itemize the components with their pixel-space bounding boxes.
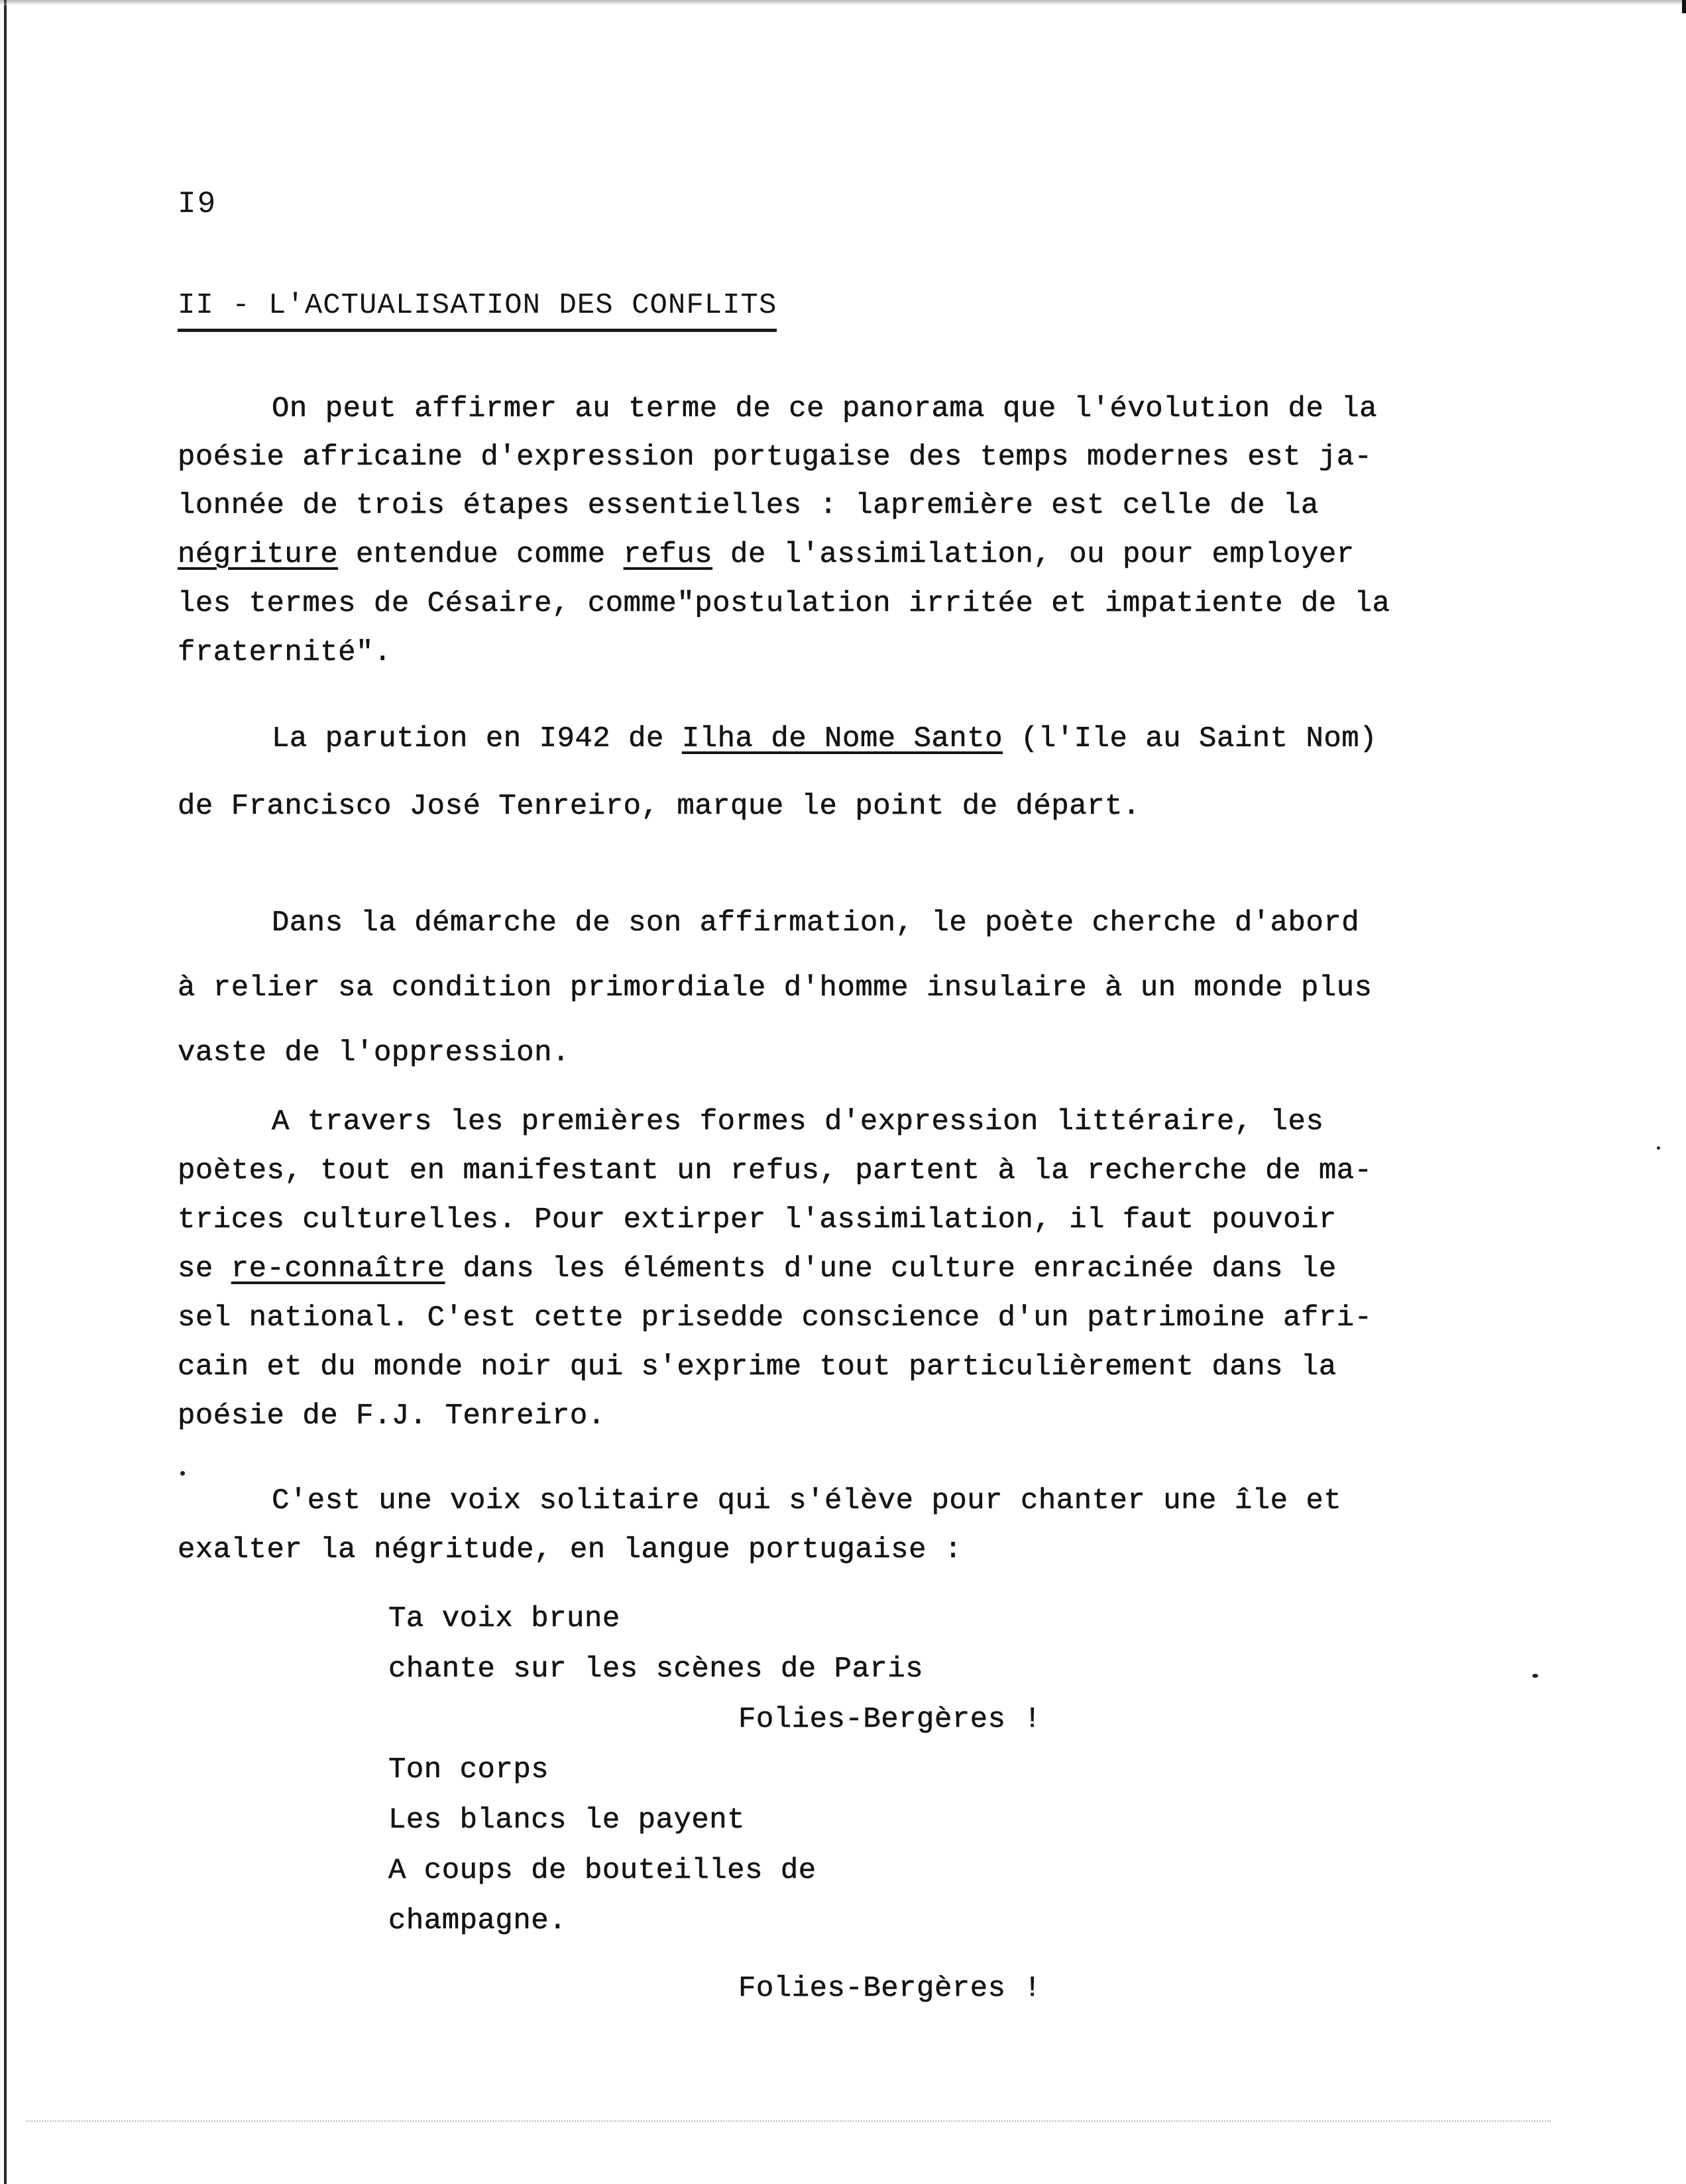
scan-speck — [1657, 1146, 1660, 1150]
paragraph-1-line-2: poésie africaine d'expression portugaise des temps modernes est ja- — [178, 441, 1373, 474]
paragraph-5-line-2: exalter la négritude, en langue portugaise : — [178, 1533, 962, 1566]
scan-speck — [180, 1471, 185, 1476]
poem-line: chante sur les scènes de Paris — [388, 1653, 924, 1686]
paragraph-5-line-1: C'est une voix solitaire qui s'élève pour chanter une île et — [272, 1484, 1342, 1517]
poem-refrain: Folies-Bergères ! — [738, 1972, 1042, 2005]
paragraph-4-line-2: poètes, tout en manifestant un refus, partent à la recherche de ma- — [178, 1154, 1373, 1187]
paragraph-1-line-3: lonnée de trois étapes essentielles : lapremière est celle de la — [178, 489, 1319, 522]
paragraph-2-line-1 — [272, 722, 1377, 755]
paragraph-4-line-1: A travers les premières formes d'expression littéraire, les — [272, 1105, 1324, 1138]
poem-refrain: Folies-Bergères ! — [738, 1703, 1042, 1736]
paragraph-4-line-7: poésie de F.J. Tenreiro. — [178, 1399, 606, 1433]
poem-line: Ton corps — [388, 1753, 549, 1786]
underlined-term-re-connaitre: re-connaître — [231, 1252, 445, 1285]
paragraph-4-line-6: cain et du monde noir qui s'exprime tout particulièrement dans la — [178, 1350, 1337, 1384]
scan-edge-left — [4, 0, 7, 2184]
poem-line: Les blancs le payent — [388, 1804, 746, 1837]
page-bottom-edge — [27, 2120, 1551, 2122]
paragraph-2-line-1-text-b: (l'Ile au Saint Nom) — [1003, 722, 1378, 755]
paragraph-1-line-6: fraternité". — [178, 636, 392, 669]
paragraph-2-line-1-text-a: La parution en I942 de — [272, 722, 682, 755]
page-number: I9 — [178, 187, 217, 221]
paragraph-1-line-1: On peut affirmer au terme de ce panorama que l'évolution de la — [272, 392, 1378, 425]
underlined-term-refus: refus — [623, 538, 713, 571]
paragraph-1-line-4 — [178, 538, 1355, 571]
paragraph-4-line-4-text-b: dans les éléments d'une culture enracinée dans le — [445, 1252, 1337, 1285]
paragraph-4-line-4-text-a: se — [178, 1252, 231, 1285]
paragraph-3-line-1: Dans la démarche de son affirmation, le poète cherche d'abord — [272, 906, 1360, 940]
paragraph-4-line-3: trices culturelles. Pour extirper l'assimilation, il faut pouvoir — [178, 1203, 1337, 1236]
section-heading: II - L'ACTUALISATION DES CONFLITS — [178, 289, 777, 332]
paragraph-3-line-2: à relier sa condition primordiale d'homme insulaire à un monde plus — [178, 971, 1373, 1005]
underlined-term-negriture: négriture — [178, 538, 339, 571]
paragraph-4-line-4 — [178, 1252, 1337, 1285]
scan-speck — [1532, 1674, 1538, 1678]
paragraph-1-line-5: les termes de Césaire, comme"postulation irritée et impatiente de la — [178, 587, 1390, 620]
paragraph-4-line-5: sel national. C'est cette prisedde conscience d'un patrimoine afri- — [178, 1301, 1373, 1335]
poem-line: A coups de bouteilles de — [388, 1854, 816, 1887]
paragraph-1-line-4-text-a: entendue comme — [338, 538, 624, 571]
paragraph-2-line-2: de Francisco José Tenreiro, marque le point de départ. — [178, 790, 1141, 823]
poem-line: champagne. — [388, 1904, 567, 1938]
poem-line: Ta voix brune — [388, 1602, 620, 1635]
book-title-ilha-de-nome-santo: Ilha de Nome Santo — [681, 722, 1003, 755]
scan-edge-right — [1682, 0, 1686, 13]
paragraph-3-line-3: vaste de l'oppression. — [178, 1036, 570, 1069]
paragraph-1-line-4-text-b: de l'assimilation, ou pour employer — [712, 538, 1355, 571]
scan-edge-top — [0, 0, 1686, 5]
